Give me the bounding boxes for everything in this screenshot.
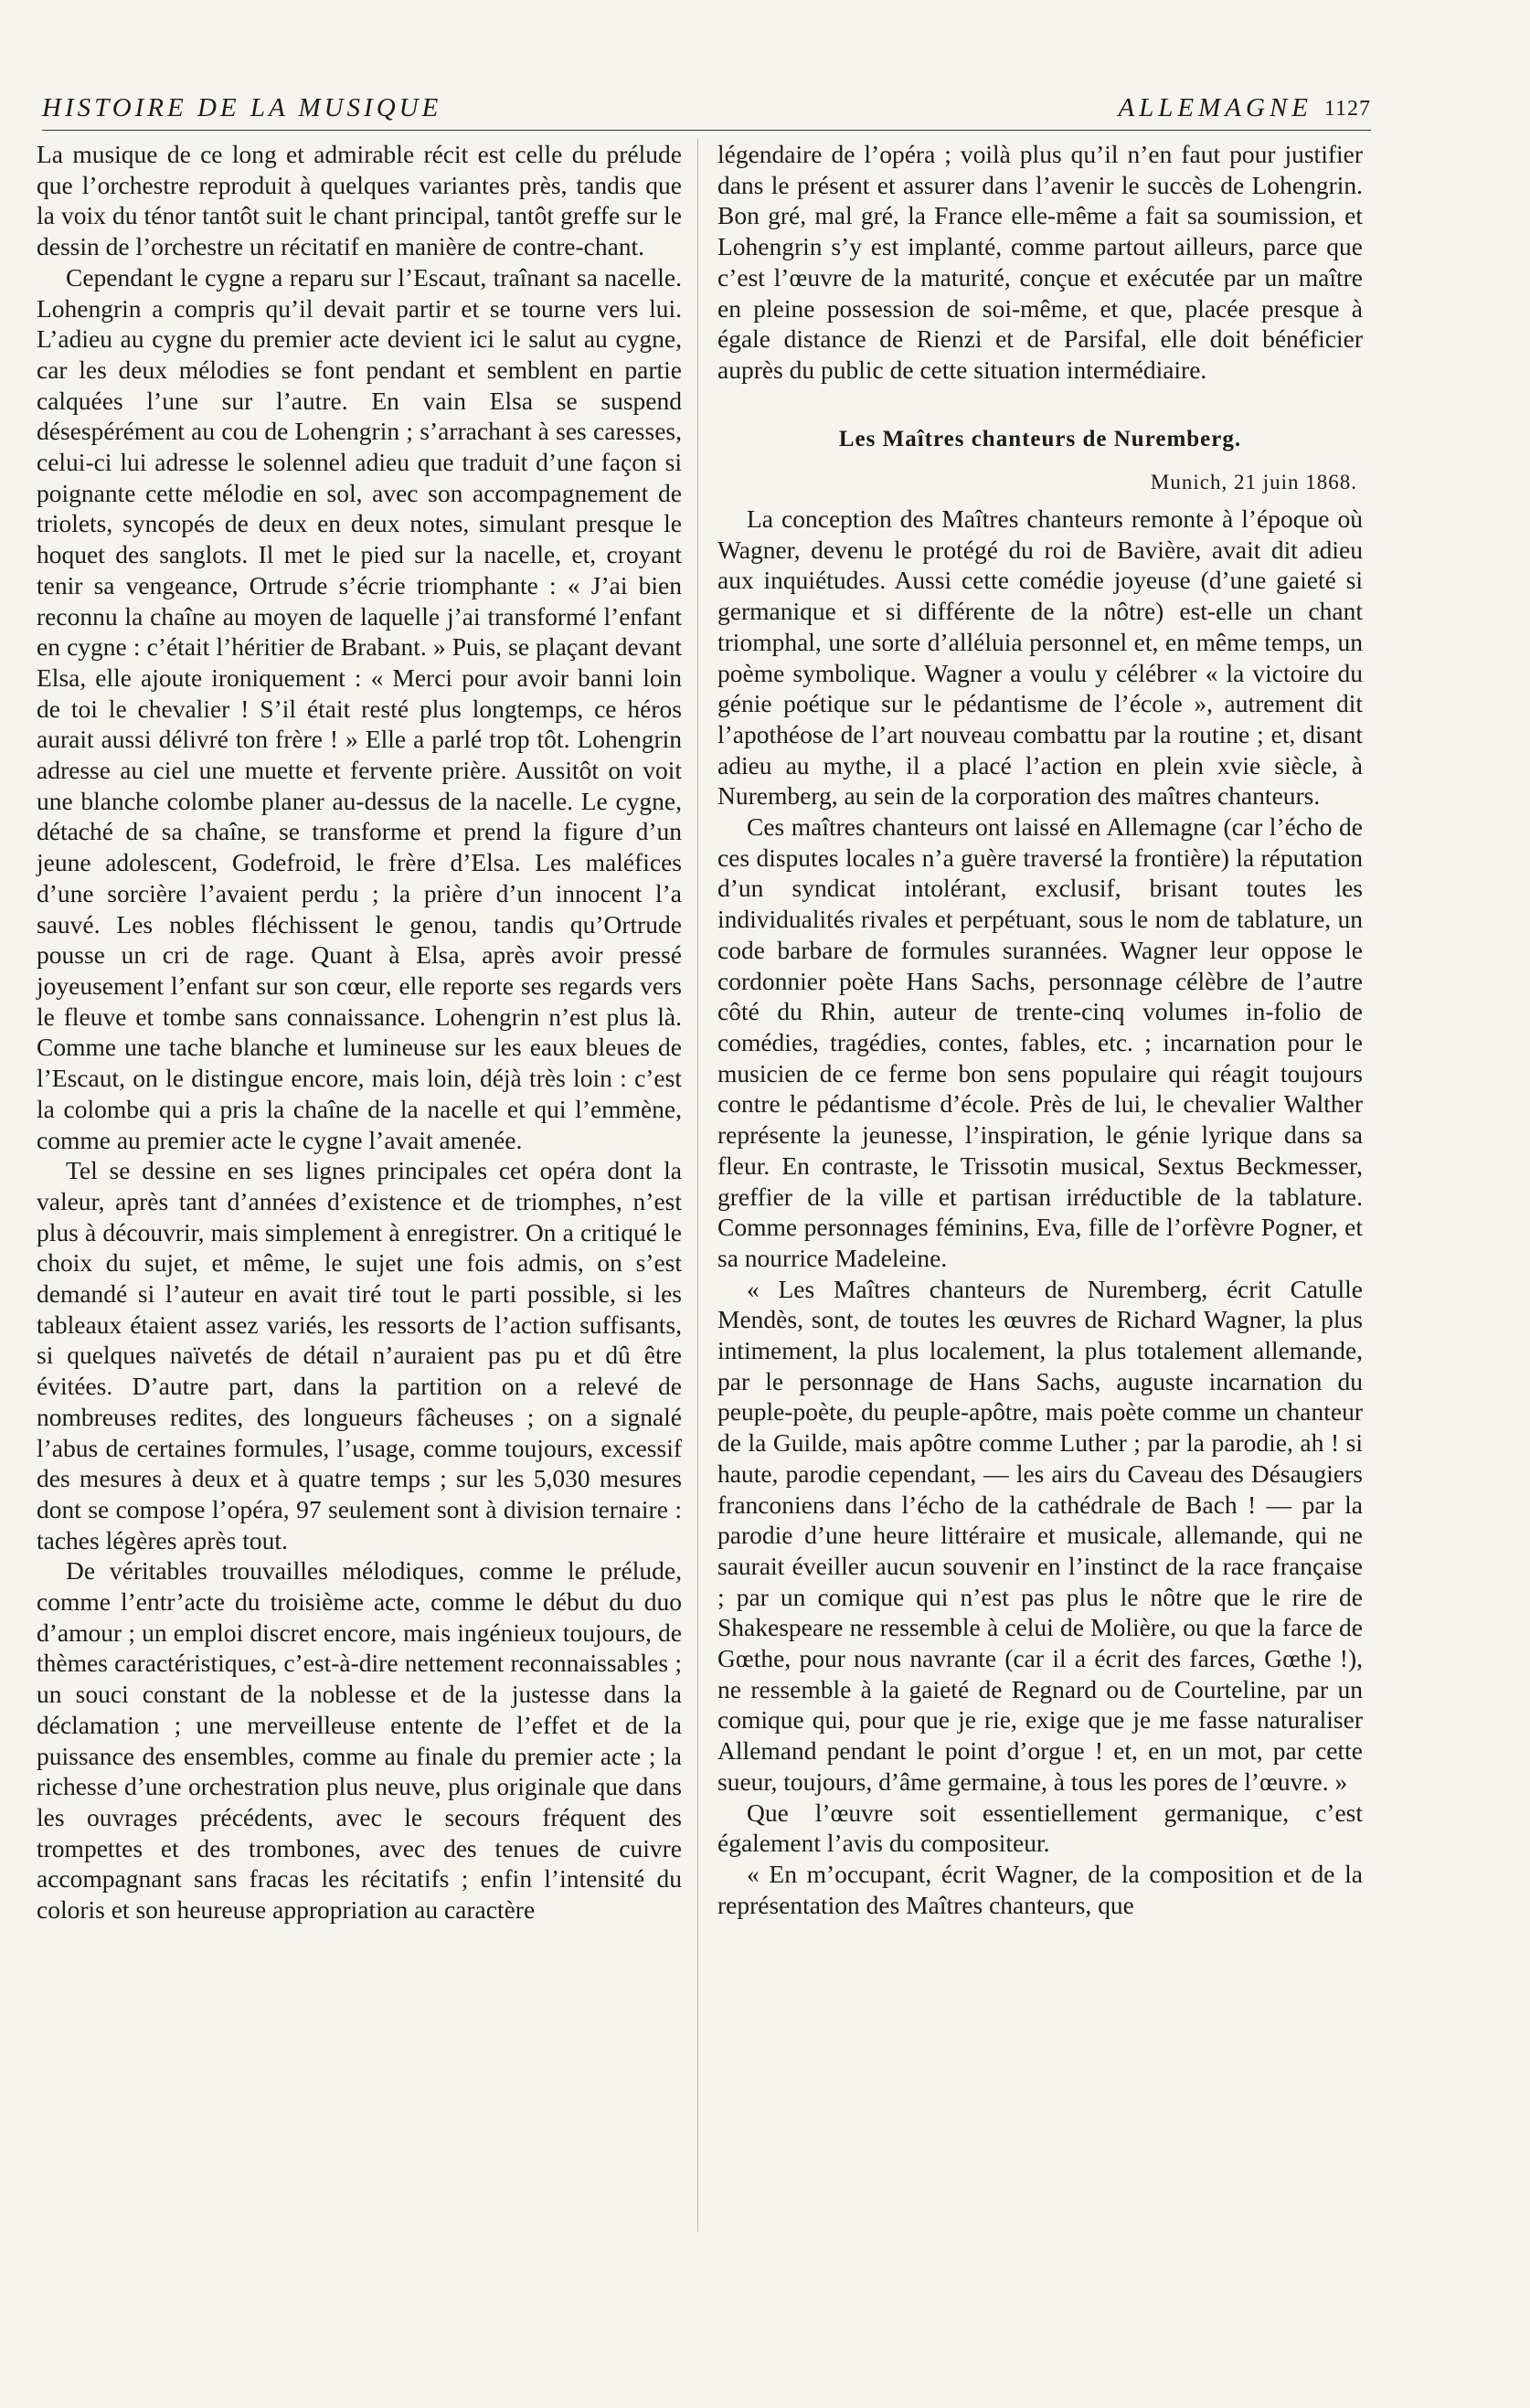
- paragraph: Cependant le cygne a reparu sur l’Escaut, traînant sa nacelle. Lohengrin a compris qu’il devait partir et se tourne vers lui. L’adieu au cygne du premier acte devient ici le salut au cygne, car les deux mélodies se font pendant et semblent en partie calquées l’une sur l’autre. En vain Elsa se suspend désespérément au cou de Lohengrin ; s’arrachant à ses caresses, celui-ci lui adresse le solennel adieu que traduit d’une façon si poignante cette mélodie en sol, avec son accompagnement de triolets, syncopés de deux en deux notes, simulant presque le hoquet des sanglots. Il met le pied sur la nacelle, et, croyant tenir sa vengeance, Ortrude s’écrie triomphante : « J’ai bien reconnu la chaîne au moyen de laquelle j’ai transformé l’enfant en cygne : c’était l’héritier de Brabant. » Puis, se plaçant devant Elsa, elle ajoute ironiquement : « Merci pour avoir banni loin de toi le chevalier ! S’il était resté plus longtemps, ce héros aurait aussi délivré ton frère ! » Elle a parlé trop tôt. Lohengrin adresse au ciel une muette et fervente prière. Aussitôt on voit une blanche colombe planer au-dessus de la nacelle. Le cygne, détaché de sa chaîne, se transforme et prend la figure d’un jeune adolescent, Godefroid, le frère d’Elsa. Les maléfices d’une sorcière l’avaient perdu ; la prière d’un innocent l’a sauvé. Les nobles fléchissent le genou, tandis qu’Ortrude pousse un cri de rage. Quant à Elsa, après avoir pressé joyeusement l’enfant sur son cœur, elle reporte ses regards vers le fleuve et tombe sans connaissance. Lohengrin n’est plus là. Comme une tache blanche et lumineuse sur les eaux bleues de l’Escaut, on le distingue encore, mais loin, déjà très loin : c’est la colombe qui a pris la chaîne de la nacelle et qui l’emmène, comme au premier acte le cygne l’avait amenée.: [37, 262, 682, 1154]
- paragraph: La conception des Maîtres chanteurs remonte à l’époque où Wagner, devenu le protégé du roi de Bavière, avait dit adieu aux inquiétudes. Aussi cette comédie joyeuse (d’une gaieté si germanique et si différente de la nôtre) est-elle un chant triomphal, une sorte d’alléluia personnel et, en même temps, un poème symbolique. Wagner a voulu y célébrer « la victoire du génie poétique sur le pédantisme de l’école », autrement dit l’apothéose de l’art nouveau combattu par la routine ; et, disant adieu au mythe, il a placé l’action en plein xvie siècle, à Nuremberg, au sein de la corporation des maîtres chanteurs.: [717, 504, 1363, 811]
- header-book-title: HISTOIRE DE LA MUSIQUE: [42, 93, 442, 122]
- dateline: Munich, 21 juin 1868.: [1150, 471, 1357, 494]
- section-title: Les Maîtres chanteurs de Nuremberg.: [838, 426, 1242, 451]
- paragraph: « Les Maîtres chanteurs de Nuremberg, écrit Catulle Mendès, sont, de toutes les œuvres de Richard Wagner, la plus intimement, la plus localement, la plus totalement allemande, par le personnage de Hans Sachs, auguste incarnation du peuple-poète, du peuple-apôtre, mais poète comme un chanteur de la Guilde, mais apôtre comme Luther ; par la parodie, ah ! si haute, parodie cependant, — les airs du Caveau des Désaugiers franconiens dans l’écho de la cathédrale de Bach ! — par la parodie d’une heure littéraire et musicale, allemande, qui ne saurait éveiller aucun souvenir en l’instinct de la race française ; par un comique qui n’est pas plus le nôtre que le rire de Shakespeare ne ressemble à celui de Molière, ou que la farce de Gœthe, pour nous navrante (car il a écrit des farces, Gœthe !), ne ressemble à la gaieté de Regnard ou de Courteline, par un comique qui, pour que je rie, exige que je me fasse naturaliser Allemand pendant le point d’orgue ! et, en un mot, par cette sueur, toujours, d’âme germaine, à tous les pores de l’œuvre. »: [717, 1274, 1363, 1796]
- header-chapter-title: ALLEMAGNE: [1118, 93, 1312, 122]
- right-column: [717, 139, 1363, 1920]
- paragraph: « En m’occupant, écrit Wagner, de la composition et de la représentation des Maîtres chanteurs, que: [717, 1859, 1363, 1919]
- paragraph: Ces maîtres chanteurs ont laissé en Allemagne (car l’écho de ces disputes locales n’a guère traversé la frontière) la réputation d’un syndicat intolérant, exclusif, brisant toutes les individualités rivales et perpétuant, sous le nom de tablature, un code barbare de formules surannées. Wagner leur oppose le cordonnier poète Hans Sachs, personnage célèbre de l’autre côté du Rhin, auteur de trente-cinq volumes in-folio de comédies, tragédies, contes, fables, etc. ; incarnation pour le musicien de ce ferme bon sens populaire qui réagit toujours contre le pédantisme d’école. Près de lui, le chevalier Walther représente la jeunesse, l’inspiration, le génie lyrique dans sa fleur. En contraste, le Trissotin musical, Sextus Beckmesser, greffier de la ville et partisan irréductible de la tablature. Comme personnages féminins, Eva, fille de l’orfèvre Pogner, et sa nourrice Madeleine.: [717, 812, 1363, 1272]
- running-header: [42, 90, 1371, 131]
- column-divider: [697, 139, 698, 2232]
- left-column: [37, 139, 682, 1925]
- paragraph: Tel se dessine en ses lignes principales cet opéra dont la valeur, après tant d’années d’existence et de triomphes, n’est plus à découvrir, mais simplement à enregistrer. On a critiqué le choix du sujet, et même, le sujet une fois admis, on s’est demandé si l’auteur en avait tiré tout le parti possible, si les tableaux étaient assez variés, les ressorts de l’action suffisants, si quelques naïvetés de détail n’auraient pas pu et dû être évitées. D’autre part, dans la partition on a relevé de nombreuses redites, des longueurs fâcheuses ; on a signalé l’abus de certaines formules, l’usage, comme toujours, excessif des mesures à deux et à quatre temps ; sur les 5,030 mesures dont se compose l’opéra, 97 seulement sont à division ternaire : taches légères après tout.: [37, 1156, 682, 1554]
- paragraph: De véritables trouvailles mélodiques, comme le prélude, comme l’entr’acte du troisième acte, comme le début du duo d’amour ; un emploi discret encore, mais ingénieux toujours, de thèmes caractéristiques, c’est-à-dire nettement reconnaissables ; un souci constant de la noblesse et de la justesse dans la déclamation ; une merveilleuse entente de l’effet et de la puissance des ensembles, comme au finale du premier acte ; la richesse d’une orchestration plus neuve, plus originale que dans les ouvrages précédents, avec le secours fréquent des trompettes et des trombones, avec des tenues de cuivre accompagnant sans fracas les récitatifs ; enfin l’intensité du coloris et son heureuse appropriation au caractère: [37, 1556, 682, 1925]
- page-number: 1127: [1323, 97, 1371, 121]
- paragraph: Que l’œuvre soit essentiellement germanique, c’est également l’avis du compositeur.: [717, 1798, 1363, 1858]
- paragraph: légendaire de l’opéra ; voilà plus qu’il n’en faut pour justifier dans le présent et assurer dans l’avenir le succès de Lohengrin. Bon gré, mal gré, la France elle-même a fait sa soumission, et Lohengrin s’y est implanté, comme partout ailleurs, parce que c’est l’œuvre de la maturité, conçue et exécutée par un maître en pleine possession de soi-même, et que, placée presque à égale distance de Rienzi et de Parsifal, elle doit bénéficier auprès du public de cette situation intermédiaire.: [717, 140, 1363, 384]
- paragraph: La musique de ce long et admirable récit est celle du prélude que l’orchestre reproduit à quelques variantes près, tandis que la voix du ténor tantôt suit le chant principal, tantôt greffe sur le dessin de l’orchestre un récitatif en manière de contre-chant.: [37, 140, 682, 261]
